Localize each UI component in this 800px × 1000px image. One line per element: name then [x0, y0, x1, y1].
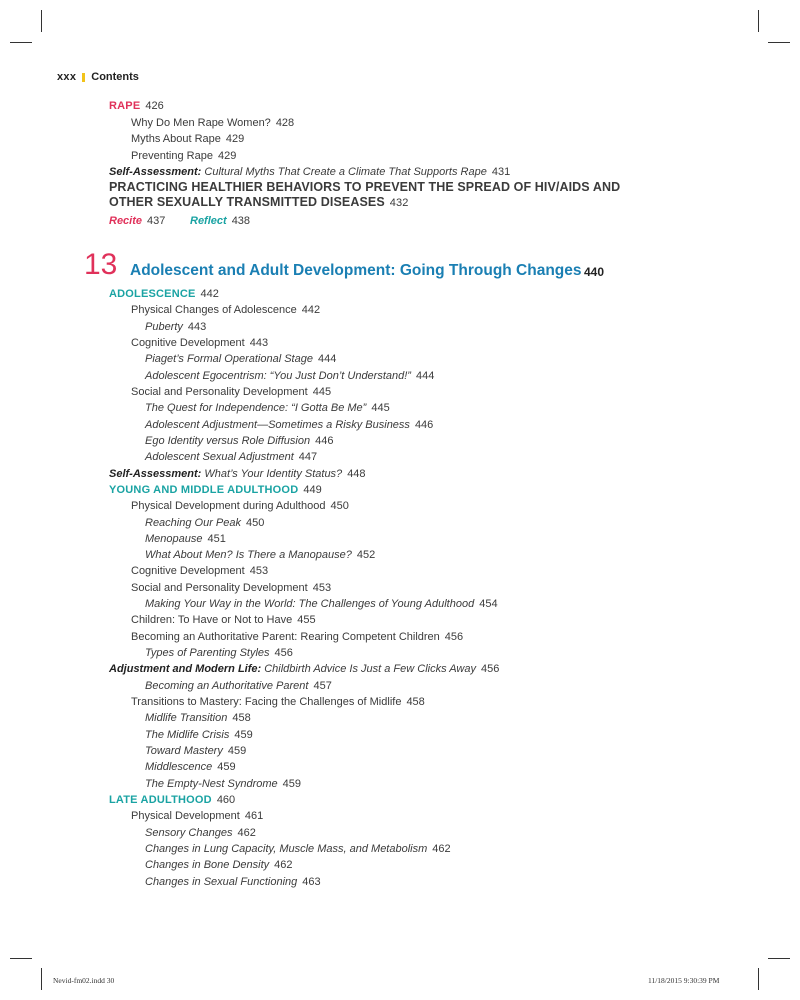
entry-label: Changes in Lung Capacity, Muscle Mass, and Metabolism [145, 842, 428, 855]
crop-mark [758, 968, 759, 990]
page-number: 426 [145, 100, 164, 112]
toc-topic[interactable] [145, 842, 451, 856]
entry-label: Midlife Transition [145, 712, 228, 725]
toc-topic[interactable] [145, 679, 332, 693]
section-label: LATE ADULTHOOD [109, 793, 212, 806]
entry-label: Physical Development during Adulthood [131, 500, 326, 513]
entry-label: Preventing Rape [131, 150, 213, 162]
page-number: 462 [274, 859, 293, 872]
page-number: 456 [480, 663, 500, 676]
crop-mark [758, 10, 759, 32]
toc-feature-box[interactable] [109, 467, 366, 481]
page-number: 428 [275, 117, 295, 129]
toc-subsection[interactable] [131, 564, 268, 578]
page-number: 456 [274, 647, 293, 659]
page-number: 444 [415, 369, 435, 382]
toc-topic[interactable] [145, 548, 375, 562]
page-number: 459 [282, 777, 302, 790]
running-header [57, 71, 139, 83]
crop-mark [10, 42, 32, 43]
footer-timestamp: 11/18/2015 9:30:39 PM [648, 976, 720, 985]
entry-label: What’s Your Identity Status? [204, 467, 343, 480]
toc-subsection[interactable] [131, 695, 425, 709]
toc-section[interactable] [109, 793, 235, 807]
page-number: 459 [227, 745, 247, 757]
chapter-title[interactable]: Adolescent and Adult Development: Going Through Changes [130, 262, 582, 279]
entry-label: Childbirth Advice Is Just a Few Clicks Away [264, 663, 476, 676]
entry-label: Transitions to Mastery: Facing the Challenges of Midlife [131, 696, 402, 708]
toc-topic[interactable] [145, 744, 246, 758]
entry-label: Types of Parenting Styles [145, 647, 270, 659]
toc-topic[interactable] [145, 516, 264, 530]
entry-label: Cultural Myths That Create a Climate That Supports Rape [204, 166, 487, 178]
crop-mark [768, 958, 790, 959]
toc-self-assessment[interactable] [109, 165, 510, 179]
crop-mark [41, 968, 42, 990]
entry-label: PRACTICING HEALTHIER BEHAVIORS TO PREVENT THE SPREAD OF HIV/AIDS AND [109, 180, 621, 194]
page-number: 442 [200, 288, 219, 300]
entry-label: Puberty [145, 320, 183, 333]
entry-label: Becoming an Authoritative Parent [145, 679, 309, 692]
toc-section-rape[interactable] [109, 99, 164, 113]
page-number: 448 [347, 467, 366, 480]
toc-topic[interactable] [145, 646, 293, 660]
entry-label: Adolescent Sexual Adjustment [145, 451, 294, 464]
entry-label: Cognitive Development [131, 337, 245, 349]
box-prefix: Adjustment and Modern Life: [109, 663, 262, 676]
entry-label: OTHER SEXUALLY TRANSMITTED DISEASES [109, 195, 385, 209]
page-number: 453 [312, 581, 332, 594]
entry-label: The Empty-Nest Syndrome [145, 777, 278, 790]
toc-topic[interactable] [145, 858, 293, 872]
toc-entry[interactable] [131, 149, 236, 163]
page-number: 431 [491, 166, 511, 178]
entry-label: Adolescent Adjustment—Sometimes a Risky Business [145, 418, 410, 431]
page-number: 446 [414, 418, 434, 431]
crop-mark [768, 42, 790, 43]
entry-label: Changes in Bone Density [145, 859, 270, 872]
page-number: 443 [187, 320, 207, 333]
chapter-page-number: 440 [584, 265, 605, 279]
entry-label: Physical Changes of Adolescence [131, 304, 297, 317]
page-number: 463 [302, 875, 321, 888]
section-label: YOUNG AND MIDDLE ADULTHOOD [109, 483, 299, 496]
toc-topic[interactable] [145, 352, 336, 366]
entry-label: Becoming an Authoritative Parent: Rearing Competent Children [131, 630, 440, 643]
toc-topic[interactable] [145, 875, 321, 889]
entry-label: Myths About Rape [131, 133, 221, 145]
page-number: 442 [301, 304, 321, 317]
toc-subsection[interactable] [131, 613, 316, 627]
page-number: 449 [303, 483, 322, 496]
toc-recite[interactable] [109, 214, 165, 228]
page-number: 458 [406, 696, 425, 708]
header-divider [82, 73, 85, 82]
crop-mark [10, 958, 32, 959]
toc-topic[interactable] [145, 826, 256, 840]
section-label: ADOLESCENCE [109, 288, 196, 300]
toc-topic[interactable] [145, 401, 390, 415]
page-number: 451 [207, 532, 226, 545]
entry-label: The Quest for Independence: “I Gotta Be Me” [145, 402, 367, 415]
entry-label: Physical Development [131, 810, 240, 823]
toc-subsection[interactable] [131, 581, 331, 595]
page-number: 444 [317, 353, 337, 366]
toc-topic[interactable] [145, 369, 434, 383]
toc-reflect[interactable] [190, 214, 250, 228]
page-number: 452 [356, 549, 376, 562]
page-number: 429 [217, 150, 237, 162]
page-number: 447 [298, 451, 318, 464]
entry-label: Cognitive Development [131, 565, 245, 578]
page-number: 456 [444, 630, 464, 643]
entry-label: Social and Personality Development [131, 581, 308, 594]
page-number: 438 [231, 215, 251, 227]
entry-label: Reaching Our Peak [145, 516, 241, 529]
toc-subsection[interactable] [131, 499, 349, 513]
entry-label: Toward Mastery [145, 745, 223, 757]
page-number: 457 [313, 679, 332, 692]
page-number: 429 [225, 133, 245, 145]
toc-subsection[interactable] [131, 385, 331, 399]
toc-topic[interactable] [145, 532, 226, 546]
page-number: 445 [312, 385, 332, 398]
entry-label: Adolescent Egocentrism: “You Just Don’t Understand!” [145, 369, 411, 382]
entry-label: Social and Personality Development [131, 385, 308, 398]
toc-section[interactable] [109, 483, 322, 497]
entry-label: What About Men? Is There a Manopause? [145, 549, 352, 562]
toc-entry[interactable] [131, 116, 294, 130]
toc-topic[interactable] [145, 434, 333, 448]
footer-file: Nevid-fm02.indd 30 [53, 976, 115, 985]
page-number: 437 [147, 215, 166, 227]
toc-feature-box[interactable] [109, 662, 499, 676]
page-number: 445 [371, 402, 390, 415]
entry-label: Why Do Men Rape Women? [131, 117, 271, 129]
page-number: 462 [237, 826, 256, 839]
page-number: 455 [297, 614, 316, 627]
page-number: 454 [479, 598, 498, 611]
entry-label: Changes in Sexual Functioning [145, 875, 298, 888]
header-page-number: xxx [57, 71, 77, 83]
entry-label: Sensory Changes [145, 826, 233, 839]
toc-topic[interactable] [145, 418, 433, 432]
page-number: 459 [217, 761, 236, 774]
toc-section[interactable] [109, 287, 219, 301]
page-number: 461 [244, 810, 264, 823]
entry-label: Piaget’s Formal Operational Stage [145, 353, 313, 366]
entry-label: Menopause [145, 532, 203, 545]
page-number: 432 [389, 197, 409, 209]
recite-label: Recite [109, 215, 143, 227]
page-number: 460 [216, 793, 236, 806]
toc-practicing-line1[interactable] [109, 180, 620, 195]
header-title: Contents [91, 71, 139, 83]
entry-label: Ego Identity versus Role Diffusion [145, 434, 311, 447]
page-number: 453 [249, 565, 269, 578]
page-number: 459 [234, 728, 253, 741]
reflect-label: Reflect [190, 215, 227, 227]
toc-subsection[interactable] [131, 630, 463, 644]
toc-topic[interactable] [145, 777, 301, 791]
page-number: 462 [432, 842, 451, 855]
entry-label: The Midlife Crisis [145, 728, 230, 741]
toc-topic[interactable] [145, 320, 206, 334]
toc-topic[interactable] [145, 728, 253, 742]
toc-topic[interactable] [145, 597, 498, 611]
toc-subsection[interactable] [131, 303, 320, 317]
entry-label: Making Your Way in the World: The Challenges of Young Adulthood [145, 598, 475, 611]
toc-topic[interactable] [145, 760, 236, 774]
toc-topic[interactable] [145, 450, 317, 464]
crop-mark [41, 10, 42, 32]
box-prefix: Self-Assessment: [109, 467, 202, 480]
entry-label: Children: To Have or Not to Have [131, 614, 293, 627]
entry-label: Middlescence [145, 761, 213, 774]
box-prefix: Self-Assessment: [109, 166, 202, 178]
page-number: 443 [249, 337, 269, 349]
page-number: 450 [330, 500, 349, 513]
page-number: 450 [246, 516, 265, 529]
page-number: 446 [315, 434, 334, 447]
section-label: RAPE [109, 100, 141, 112]
toc-practicing-line2[interactable] [109, 195, 408, 211]
toc-entry[interactable] [131, 132, 244, 146]
toc-subsection[interactable] [131, 809, 263, 823]
page-number: 458 [232, 712, 251, 725]
toc-subsection[interactable] [131, 336, 268, 350]
toc-topic[interactable] [145, 711, 251, 725]
chapter-number: 13 [84, 248, 118, 281]
